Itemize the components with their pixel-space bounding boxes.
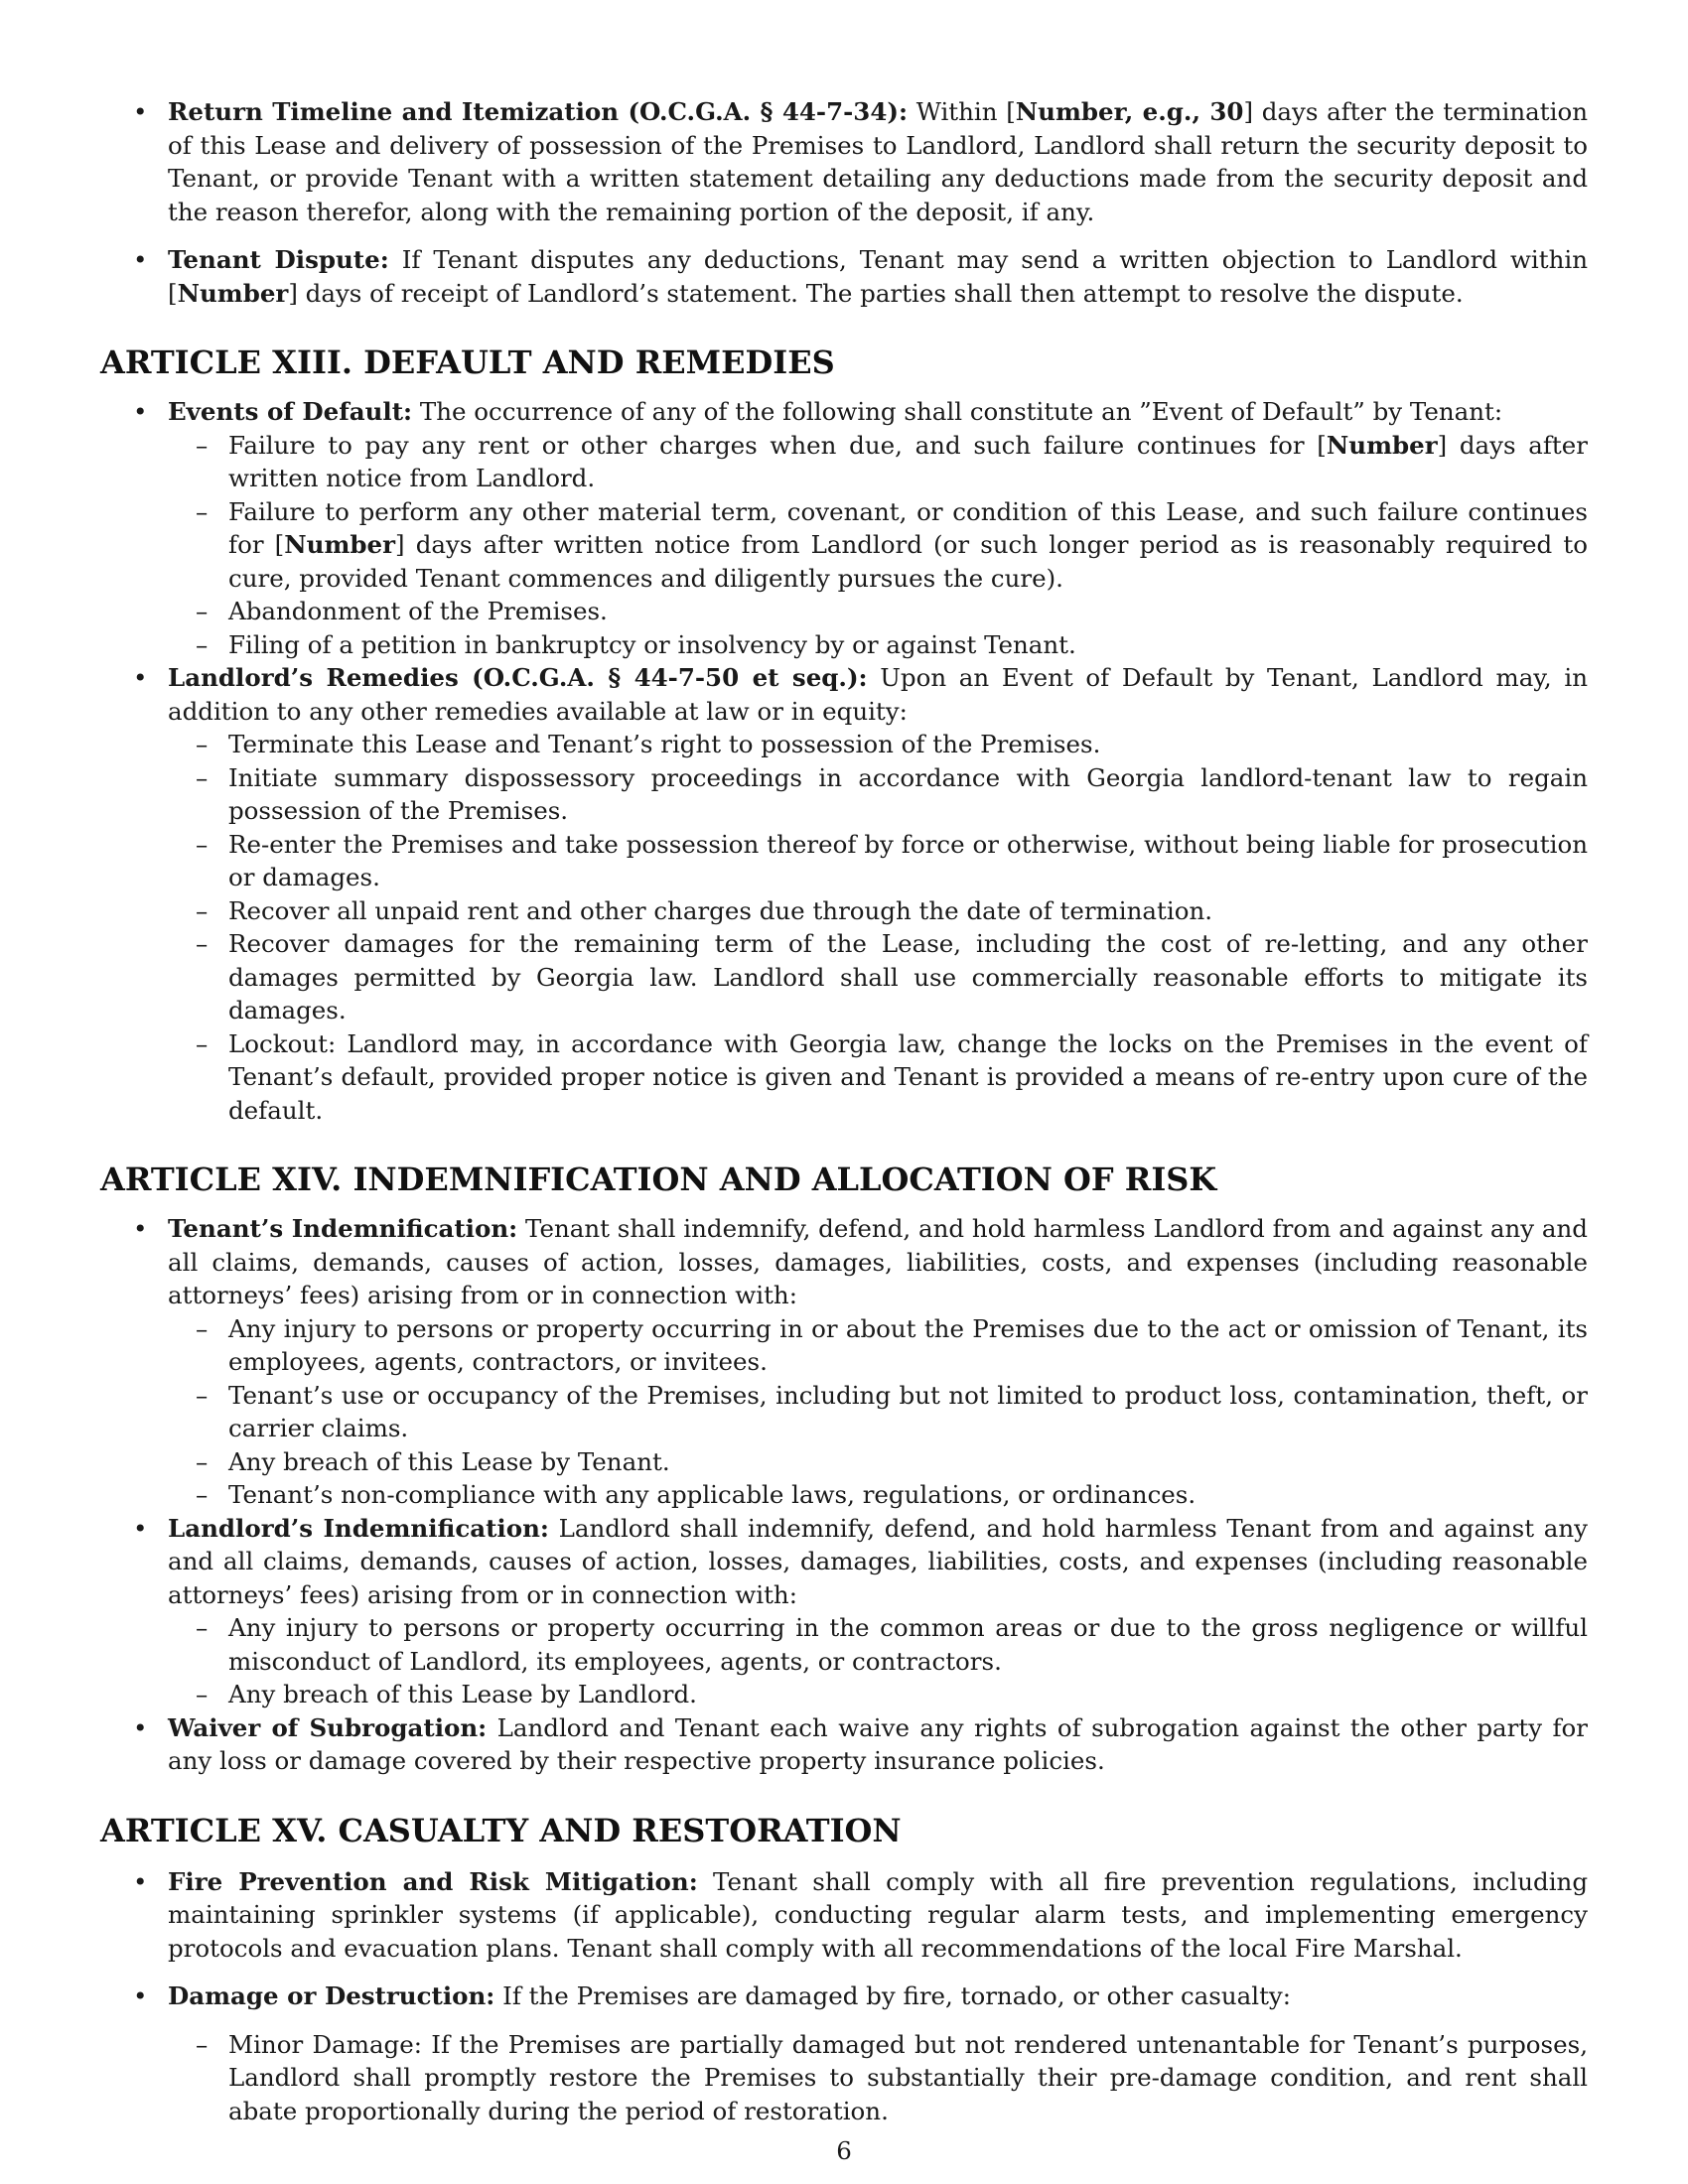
bullet-label: Landlord’s Indemnification: xyxy=(168,1513,549,1543)
sub-item: – Initiate summary dispossessory proceedings in accordance with Georgia landlord-tenant law to regain possession of the Premises. xyxy=(196,762,1588,825)
bullet-return-timeline: • Return Timeline and Itemization (O.C.G.A. § 44-7-34): Within [Number, e.g., 30] days after the termination of this Lease and delivery of possession of the Premises to Landlord, Landlord shall return the security deposit to Tenant, or provide Tenant with a written statement detailing any deductions made from the security deposit and the reason therefor, along with the remaining portion of the deposit, if any. xyxy=(100,95,1588,228)
sub-item: – Filing of a petition in bankruptcy or insolvency by or against Tenant. xyxy=(196,629,1076,659)
sub-item: – Failure to perform any other material term, covenant, or condition of this Lease, and such failure continues for [Number] days after written notice from Landlord (or such longer period as is reasonably required to cure, provided Tenant commences and diligently pursues the cure). xyxy=(196,496,1588,593)
article-heading: ARTICLE XIII. DEFAULT AND REMEDIES xyxy=(100,343,835,381)
sub-item: – Re-enter the Premises and take possession thereof by force or otherwise, without being liable for prosecution or damages. xyxy=(196,829,1588,891)
bullet-tenants-indemnification: • Tenant’s Indemnification: Tenant shall indemnify, defend, and hold harmless Landlord from and against any and all claims, demands, causes of action, losses, damages, liabilities, costs, and expenses (including reasonable attorneys’ fees) arising from or in connection with: – Any injury to persons or property occurring in or about the Premises due to the act or omission of Tenant, its employees, agents, contractors, or invitees. – Tenant’s use or occupancy of the Premises, including but not limited to product loss, contamination, theft, or carrier claims. – Any breach of this Lease by Tenant. – Tenant’s non-compliance with any applicable laws, regulations, or ordinances. xyxy=(100,1212,1588,1512)
article-heading: ARTICLE XV. CASUALTY AND RESTORATION xyxy=(100,1811,902,1849)
bullet-tenant-dispute: • Tenant Dispute: If Tenant disputes any deductions, Tenant may send a written objection to Landlord within [Number] days of receipt of Landlord’s statement. The parties shall then attempt to resolve the dispute. xyxy=(100,243,1588,310)
sub-item: – Any breach of this Lease by Landlord. xyxy=(196,1680,697,1708)
bullet-events-of-default: • Events of Default: The occurrence of any of the following shall constitute an ”Event of Default” by Tenant: – Failure to pay any rent or other charges when due, and such failure continues for [Number] days after written notice from Landlord. – Failure to perform any other material term, covenant, or condition of this Lease, and such failure continues for [Number] days after written notice from Landlord (or such longer period as is reasonably required to cure, provided Tenant commences and diligently pursues the cure). – Abandonment of the Premises. – Filing of a petition in bankruptcy or insolvency by or against Tenant. xyxy=(100,395,1588,661)
bullet-label: Tenant’s Indemnification: xyxy=(168,1214,518,1243)
article-heading: ARTICLE XIV. INDEMNIFICATION AND ALLOCATION OF RISK xyxy=(100,1160,1217,1198)
bullet-label: Return Timeline and Itemization (O.C.G.A. § 44-7-34): xyxy=(168,97,909,126)
sub-item: – Terminate this Lease and Tenant’s right to possession of the Premises. xyxy=(196,730,1101,758)
bullet-label: Waiver of Subrogation: xyxy=(168,1712,488,1742)
bullet-label: Tenant Dispute: xyxy=(168,245,389,274)
sub-item: – Any injury to persons or property occurring in or about the Premises due to the act or omission of Tenant, its employees, agents, contractors, or invitees. xyxy=(196,1313,1588,1376)
sub-item: – Recover damages for the remaining term of the Lease, including the cost of re-letting, and any other damages permitted by Georgia law. Landlord shall use commercially reasonable efforts to mitigate its damages. xyxy=(196,929,1588,1024)
sub-item: – Failure to pay any rent or other charges when due, and such failure continues for [Number] days after written notice from Landlord. xyxy=(196,430,1588,492)
sub-item: – Minor Damage: If the Premises are partially damaged but not rendered untenantable for Tenant’s purposes, Landlord shall promptly restore the Premises to substantially their pre-damage condition, and rent shall abate proportionally during the period of restoration. xyxy=(196,2029,1588,2125)
bullet-damage-or-destruction: • Damage or Destruction: If the Premises are damaged by fire, tornado, or other casualty: – Minor Damage: If the Premises are partially damaged but not rendered untenantable for Tenant’s purposes, Landlord shall promptly restore the Premises to substantially their pre-damage condition, and rent shall abate proportionally during the period of restoration. xyxy=(100,1979,1588,2127)
sub-item: – Tenant’s non-compliance with any applicable laws, regulations, or ordinances. xyxy=(196,1480,1196,1509)
sub-item: – Any breach of this Lease by Tenant. xyxy=(196,1446,670,1476)
sub-item: – Abandonment of the Premises. xyxy=(196,597,608,625)
bullet-label: Landlord’s Remedies (O.C.G.A. § 44-7-50 et seq.): xyxy=(168,663,868,692)
bullet-landlords-indemnification: • Landlord’s Indemnification: Landlord shall indemnify, defend, and hold harmless Tenant from and against any and all claims, demands, causes of action, losses, damages, liabilities, costs, and expenses (including reasonable attorneys’ fees) arising from or in connection with: – Any injury to persons or property occurring in the common areas or due to the gross negligence or willful misconduct of Landlord, its employees, agents, or contractors. – Any breach of this Lease by Landlord. xyxy=(100,1512,1588,1711)
bullet-label: Damage or Destruction: xyxy=(168,1981,495,2010)
sub-item: – Lockout: Landlord may, in accordance with Georgia law, change the locks on the Premises in the event of Tenant’s default, provided proper notice is given and Tenant is provided a means of re-entry upon cure of the default. xyxy=(196,1028,1588,1125)
sub-item: – Any injury to persons or property occurring in the common areas or due to the gross negligence or willful misconduct of Landlord, its employees, agents, or contractors. xyxy=(196,1613,1588,1676)
document-page xyxy=(100,95,1588,2127)
bullet-label: Events of Default: xyxy=(168,397,413,426)
page-number: 6 xyxy=(836,2136,852,2165)
sub-item: – Tenant’s use or occupancy of the Premises, including but not limited to product loss, contamination, theft, or carrier claims. xyxy=(196,1380,1588,1442)
bullet-waiver-of-subrogation: • Waiver of Subrogation: Landlord and Tenant each waive any rights of subrogation against the other party for any loss or damage covered by their respective property insurance policies. xyxy=(100,1711,1588,1778)
sub-item: – Recover all unpaid rent and other charges due through the date of termination. xyxy=(196,895,1213,925)
bullet-landlords-remedies: • Landlord’s Remedies (O.C.G.A. § 44-7-50 et seq.): Upon an Event of Default by Tenant, Landlord may, in addition to any other remedies available at law or in equity: – Terminate this Lease and Tenant’s right to possession of the Premises. – Initiate summary dispossessory proceedings in accordance with Georgia landlord-tenant law to regain possession of the Premises. – Re-enter the Premises and take possession thereof by force or otherwise, without being liable for prosecution or damages. – Recover all unpaid rent and other charges due through the date of termination. – Recover damages for the remaining term of the Lease, including the cost of re-letting, and any other damages permitted by Georgia law. Landlord shall use commercially reasonable efforts to mitigate its damages. – Lockout: Landlord may, in accordance with Georgia law, change the locks on the Premises in the event of Tenant’s default, provided proper notice is given and Tenant is provided a means of re-entry upon cure of the default. xyxy=(100,661,1588,1127)
bullet-label: Fire Prevention and Risk Mitigation: xyxy=(168,1866,698,1896)
bullet-fire-prevention: • Fire Prevention and Risk Mitigation: Tenant shall comply with all fire prevention regulations, including maintaining sprinkler systems (if applicable), conducting regular alarm tests, and implementing emergency protocols and evacuation plans. Tenant shall comply with all recommendations of the local Fire Marshal. xyxy=(100,1865,1588,1966)
